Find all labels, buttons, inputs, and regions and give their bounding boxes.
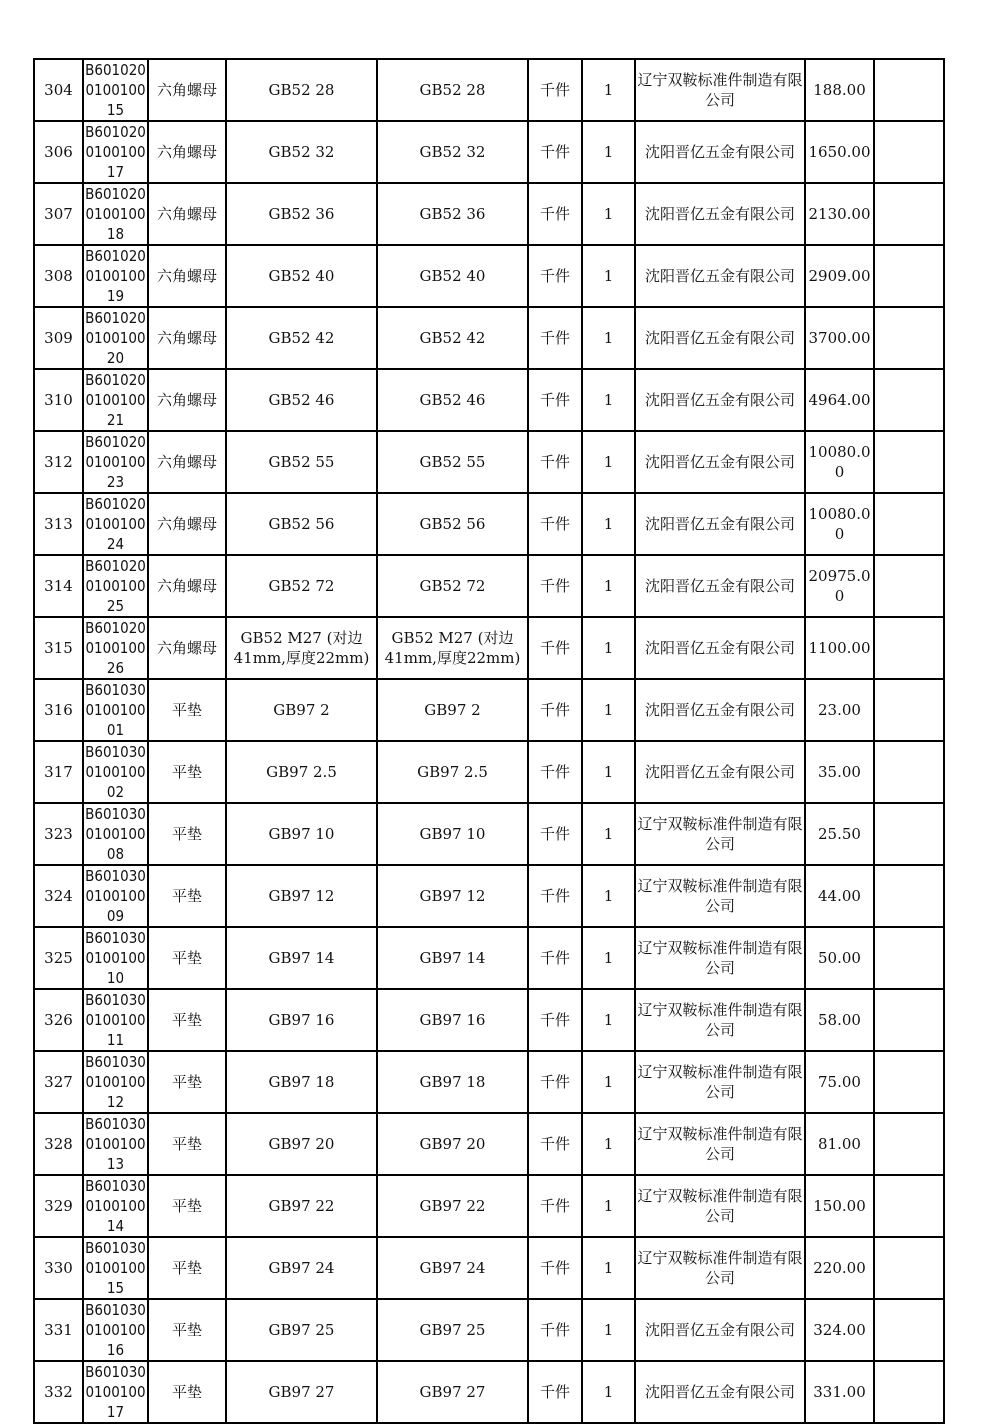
cell-quantity: 1 (582, 1361, 635, 1423)
cell-spec: GB97 16 (226, 989, 377, 1051)
cell-seq: 312 (34, 431, 83, 493)
cell-material-code: B601030010010008 (83, 803, 148, 865)
cell-note (874, 927, 944, 989)
cell-price: 35.00 (805, 741, 874, 803)
cell-unit: 千件 (528, 1175, 582, 1237)
cell-model: GB52 46 (377, 369, 528, 431)
cell-unit: 千件 (528, 617, 582, 679)
cell-spec: GB52 36 (226, 183, 377, 245)
cell-supplier: 沈阳晋亿五金有限公司 (635, 1361, 805, 1423)
table-row (34, 989, 944, 1051)
cell-item-name: 六角螺母 (148, 369, 226, 431)
cell-supplier: 辽宁双鞍标准件制造有限公司 (635, 803, 805, 865)
cell-price: 50.00 (805, 927, 874, 989)
cell-note (874, 1051, 944, 1113)
cell-supplier: 沈阳晋亿五金有限公司 (635, 555, 805, 617)
cell-supplier: 沈阳晋亿五金有限公司 (635, 431, 805, 493)
cell-item-name: 平垫 (148, 1051, 226, 1113)
cell-spec: GB52 46 (226, 369, 377, 431)
cell-spec: GB97 22 (226, 1175, 377, 1237)
table-row (34, 307, 944, 369)
cell-item-name: 平垫 (148, 1113, 226, 1175)
cell-spec: GB97 20 (226, 1113, 377, 1175)
cell-note (874, 555, 944, 617)
cell-note (874, 59, 944, 121)
cell-seq: 326 (34, 989, 83, 1051)
cell-material-code: B601030010010014 (83, 1175, 148, 1237)
cell-unit: 千件 (528, 59, 582, 121)
cell-note (874, 989, 944, 1051)
table-row (34, 617, 944, 679)
cell-item-name: 平垫 (148, 1175, 226, 1237)
cell-note (874, 865, 944, 927)
cell-item-name: 平垫 (148, 741, 226, 803)
cell-price: 75.00 (805, 1051, 874, 1113)
cell-note (874, 1361, 944, 1423)
cell-model: GB97 12 (377, 865, 528, 927)
cell-supplier: 辽宁双鞍标准件制造有限公司 (635, 989, 805, 1051)
cell-item-name: 平垫 (148, 865, 226, 927)
cell-quantity: 1 (582, 493, 635, 555)
cell-quantity: 1 (582, 617, 635, 679)
cell-price: 331.00 (805, 1361, 874, 1423)
cell-supplier: 沈阳晋亿五金有限公司 (635, 369, 805, 431)
table-row (34, 1175, 944, 1237)
cell-seq: 325 (34, 927, 83, 989)
cell-material-code: B601020010010021 (83, 369, 148, 431)
cell-item-name: 六角螺母 (148, 183, 226, 245)
cell-price: 220.00 (805, 1237, 874, 1299)
cell-note (874, 803, 944, 865)
cell-model: GB97 27 (377, 1361, 528, 1423)
table-row (34, 555, 944, 617)
cell-quantity: 1 (582, 989, 635, 1051)
cell-supplier: 辽宁双鞍标准件制造有限公司 (635, 865, 805, 927)
cell-seq: 304 (34, 59, 83, 121)
cell-seq: 310 (34, 369, 83, 431)
cell-unit: 千件 (528, 555, 582, 617)
cell-spec: GB52 72 (226, 555, 377, 617)
cell-note (874, 121, 944, 183)
cell-model: GB97 10 (377, 803, 528, 865)
cell-item-name: 六角螺母 (148, 307, 226, 369)
cell-model: GB52 42 (377, 307, 528, 369)
cell-supplier: 沈阳晋亿五金有限公司 (635, 741, 805, 803)
cell-supplier: 沈阳晋亿五金有限公司 (635, 617, 805, 679)
cell-spec: GB97 2.5 (226, 741, 377, 803)
cell-unit: 千件 (528, 1237, 582, 1299)
cell-quantity: 1 (582, 555, 635, 617)
cell-price: 2909.00 (805, 245, 874, 307)
cell-model: GB52 55 (377, 431, 528, 493)
cell-model: GB97 2 (377, 679, 528, 741)
cell-spec: GB97 25 (226, 1299, 377, 1361)
cell-seq: 332 (34, 1361, 83, 1423)
cell-model: GB97 24 (377, 1237, 528, 1299)
cell-material-code: B601020010010018 (83, 183, 148, 245)
table-row (34, 183, 944, 245)
cell-item-name: 六角螺母 (148, 121, 226, 183)
cell-seq: 324 (34, 865, 83, 927)
cell-spec: GB52 40 (226, 245, 377, 307)
cell-seq: 328 (34, 1113, 83, 1175)
cell-model: GB52 56 (377, 493, 528, 555)
cell-unit: 千件 (528, 927, 582, 989)
cell-price: 23.00 (805, 679, 874, 741)
cell-seq: 329 (34, 1175, 83, 1237)
cell-quantity: 1 (582, 59, 635, 121)
cell-quantity: 1 (582, 927, 635, 989)
cell-item-name: 六角螺母 (148, 431, 226, 493)
cell-unit: 千件 (528, 307, 582, 369)
cell-note (874, 1299, 944, 1361)
cell-model: GB52 40 (377, 245, 528, 307)
table-row (34, 493, 944, 555)
cell-item-name: 平垫 (148, 1237, 226, 1299)
cell-spec: GB97 10 (226, 803, 377, 865)
cell-note (874, 679, 944, 741)
cell-model: GB97 18 (377, 1051, 528, 1113)
cell-model: GB97 20 (377, 1113, 528, 1175)
cell-quantity: 1 (582, 307, 635, 369)
cell-note (874, 493, 944, 555)
cell-quantity: 1 (582, 1237, 635, 1299)
table-row (34, 679, 944, 741)
cell-spec: GB52 55 (226, 431, 377, 493)
cell-supplier: 沈阳晋亿五金有限公司 (635, 679, 805, 741)
price-table (33, 58, 945, 1424)
cell-unit: 千件 (528, 245, 582, 307)
cell-price: 58.00 (805, 989, 874, 1051)
cell-material-code: B601030010010001 (83, 679, 148, 741)
cell-material-code: B601030010010010 (83, 927, 148, 989)
cell-material-code: B601020010010020 (83, 307, 148, 369)
cell-supplier: 沈阳晋亿五金有限公司 (635, 183, 805, 245)
cell-quantity: 1 (582, 1051, 635, 1113)
cell-supplier: 辽宁双鞍标准件制造有限公司 (635, 1051, 805, 1113)
cell-unit: 千件 (528, 493, 582, 555)
cell-unit: 千件 (528, 183, 582, 245)
cell-spec: GB97 2 (226, 679, 377, 741)
cell-supplier: 辽宁双鞍标准件制造有限公司 (635, 1113, 805, 1175)
cell-quantity: 1 (582, 1175, 635, 1237)
cell-seq: 307 (34, 183, 83, 245)
table-row (34, 741, 944, 803)
cell-supplier: 沈阳晋亿五金有限公司 (635, 245, 805, 307)
cell-model: GB52 72 (377, 555, 528, 617)
cell-price: 324.00 (805, 1299, 874, 1361)
cell-item-name: 平垫 (148, 1361, 226, 1423)
cell-item-name: 六角螺母 (148, 555, 226, 617)
cell-quantity: 1 (582, 679, 635, 741)
cell-material-code: B601020010010025 (83, 555, 148, 617)
cell-price: 150.00 (805, 1175, 874, 1237)
cell-supplier: 沈阳晋亿五金有限公司 (635, 1299, 805, 1361)
cell-material-code: B601030010010017 (83, 1361, 148, 1423)
cell-quantity: 1 (582, 183, 635, 245)
table-row (34, 1051, 944, 1113)
cell-price: 10080.00 (805, 431, 874, 493)
cell-seq: 316 (34, 679, 83, 741)
cell-note (874, 307, 944, 369)
cell-model: GB52 32 (377, 121, 528, 183)
cell-quantity: 1 (582, 865, 635, 927)
cell-unit: 千件 (528, 1051, 582, 1113)
cell-model: GB97 14 (377, 927, 528, 989)
cell-item-name: 平垫 (148, 1299, 226, 1361)
cell-unit: 千件 (528, 369, 582, 431)
cell-note (874, 245, 944, 307)
cell-unit: 千件 (528, 121, 582, 183)
cell-spec: GB52 28 (226, 59, 377, 121)
table-row (34, 121, 944, 183)
cell-spec: GB97 18 (226, 1051, 377, 1113)
cell-seq: 313 (34, 493, 83, 555)
cell-price: 25.50 (805, 803, 874, 865)
cell-supplier: 辽宁双鞍标准件制造有限公司 (635, 59, 805, 121)
cell-item-name: 六角螺母 (148, 617, 226, 679)
table-row (34, 803, 944, 865)
cell-seq: 306 (34, 121, 83, 183)
cell-supplier: 辽宁双鞍标准件制造有限公司 (635, 1237, 805, 1299)
cell-item-name: 平垫 (148, 679, 226, 741)
cell-price: 1650.00 (805, 121, 874, 183)
cell-price: 4964.00 (805, 369, 874, 431)
table-row (34, 1237, 944, 1299)
cell-item-name: 平垫 (148, 989, 226, 1051)
cell-material-code: B601030010010009 (83, 865, 148, 927)
table-row (34, 431, 944, 493)
cell-material-code: B601030010010011 (83, 989, 148, 1051)
cell-quantity: 1 (582, 245, 635, 307)
cell-item-name: 六角螺母 (148, 59, 226, 121)
table-row (34, 369, 944, 431)
cell-material-code: B601020010010024 (83, 493, 148, 555)
cell-seq: 327 (34, 1051, 83, 1113)
table-row (34, 1113, 944, 1175)
cell-model: GB52 28 (377, 59, 528, 121)
cell-price: 188.00 (805, 59, 874, 121)
cell-model: GB97 2.5 (377, 741, 528, 803)
cell-material-code: B601020010010026 (83, 617, 148, 679)
cell-material-code: B601020010010019 (83, 245, 148, 307)
cell-quantity: 1 (582, 741, 635, 803)
cell-seq: 330 (34, 1237, 83, 1299)
cell-spec: GB52 32 (226, 121, 377, 183)
cell-spec: GB52 42 (226, 307, 377, 369)
cell-note (874, 369, 944, 431)
cell-material-code: B601020010010015 (83, 59, 148, 121)
cell-note (874, 1113, 944, 1175)
cell-price: 20975.00 (805, 555, 874, 617)
cell-material-code: B601020010010023 (83, 431, 148, 493)
cell-note (874, 1237, 944, 1299)
cell-supplier: 沈阳晋亿五金有限公司 (635, 121, 805, 183)
cell-unit: 千件 (528, 679, 582, 741)
cell-supplier: 辽宁双鞍标准件制造有限公司 (635, 927, 805, 989)
cell-seq: 317 (34, 741, 83, 803)
cell-price: 2130.00 (805, 183, 874, 245)
cell-quantity: 1 (582, 121, 635, 183)
cell-unit: 千件 (528, 865, 582, 927)
cell-material-code: B601030010010013 (83, 1113, 148, 1175)
cell-seq: 331 (34, 1299, 83, 1361)
cell-price: 81.00 (805, 1113, 874, 1175)
cell-seq: 315 (34, 617, 83, 679)
cell-material-code: B601030010010012 (83, 1051, 148, 1113)
cell-spec: GB97 24 (226, 1237, 377, 1299)
table-body (34, 59, 944, 1423)
cell-quantity: 1 (582, 1113, 635, 1175)
cell-seq: 308 (34, 245, 83, 307)
cell-note (874, 741, 944, 803)
cell-seq: 309 (34, 307, 83, 369)
table-row (34, 59, 944, 121)
cell-seq: 323 (34, 803, 83, 865)
cell-quantity: 1 (582, 431, 635, 493)
table-row (34, 1361, 944, 1423)
cell-spec: GB97 14 (226, 927, 377, 989)
cell-unit: 千件 (528, 989, 582, 1051)
cell-supplier: 沈阳晋亿五金有限公司 (635, 307, 805, 369)
cell-note (874, 1175, 944, 1237)
cell-quantity: 1 (582, 1299, 635, 1361)
cell-supplier: 辽宁双鞍标准件制造有限公司 (635, 1175, 805, 1237)
cell-quantity: 1 (582, 803, 635, 865)
cell-spec: GB97 27 (226, 1361, 377, 1423)
cell-model: GB97 25 (377, 1299, 528, 1361)
cell-spec: GB52 56 (226, 493, 377, 555)
cell-unit: 千件 (528, 803, 582, 865)
table-row (34, 245, 944, 307)
cell-item-name: 平垫 (148, 803, 226, 865)
cell-unit: 千件 (528, 1299, 582, 1361)
cell-material-code: B601020010010017 (83, 121, 148, 183)
cell-price: 1100.00 (805, 617, 874, 679)
cell-seq: 314 (34, 555, 83, 617)
cell-spec: GB97 12 (226, 865, 377, 927)
cell-item-name: 六角螺母 (148, 245, 226, 307)
cell-unit: 千件 (528, 741, 582, 803)
cell-material-code: B601030010010002 (83, 741, 148, 803)
cell-unit: 千件 (528, 1361, 582, 1423)
cell-material-code: B601030010010016 (83, 1299, 148, 1361)
table-row (34, 1299, 944, 1361)
cell-model: GB97 16 (377, 989, 528, 1051)
cell-price: 3700.00 (805, 307, 874, 369)
cell-note (874, 431, 944, 493)
cell-note (874, 183, 944, 245)
cell-unit: 千件 (528, 431, 582, 493)
table-row (34, 865, 944, 927)
cell-supplier: 沈阳晋亿五金有限公司 (635, 493, 805, 555)
cell-model: GB97 22 (377, 1175, 528, 1237)
cell-quantity: 1 (582, 369, 635, 431)
cell-spec: GB52 M27 (对边41mm,厚度22mm) (226, 617, 377, 679)
cell-model: GB52 M27 (对边41mm,厚度22mm) (377, 617, 528, 679)
cell-item-name: 平垫 (148, 927, 226, 989)
cell-unit: 千件 (528, 1113, 582, 1175)
cell-note (874, 617, 944, 679)
table-row (34, 927, 944, 989)
cell-material-code: B601030010010015 (83, 1237, 148, 1299)
cell-price: 44.00 (805, 865, 874, 927)
cell-model: GB52 36 (377, 183, 528, 245)
cell-item-name: 六角螺母 (148, 493, 226, 555)
cell-price: 10080.00 (805, 493, 874, 555)
